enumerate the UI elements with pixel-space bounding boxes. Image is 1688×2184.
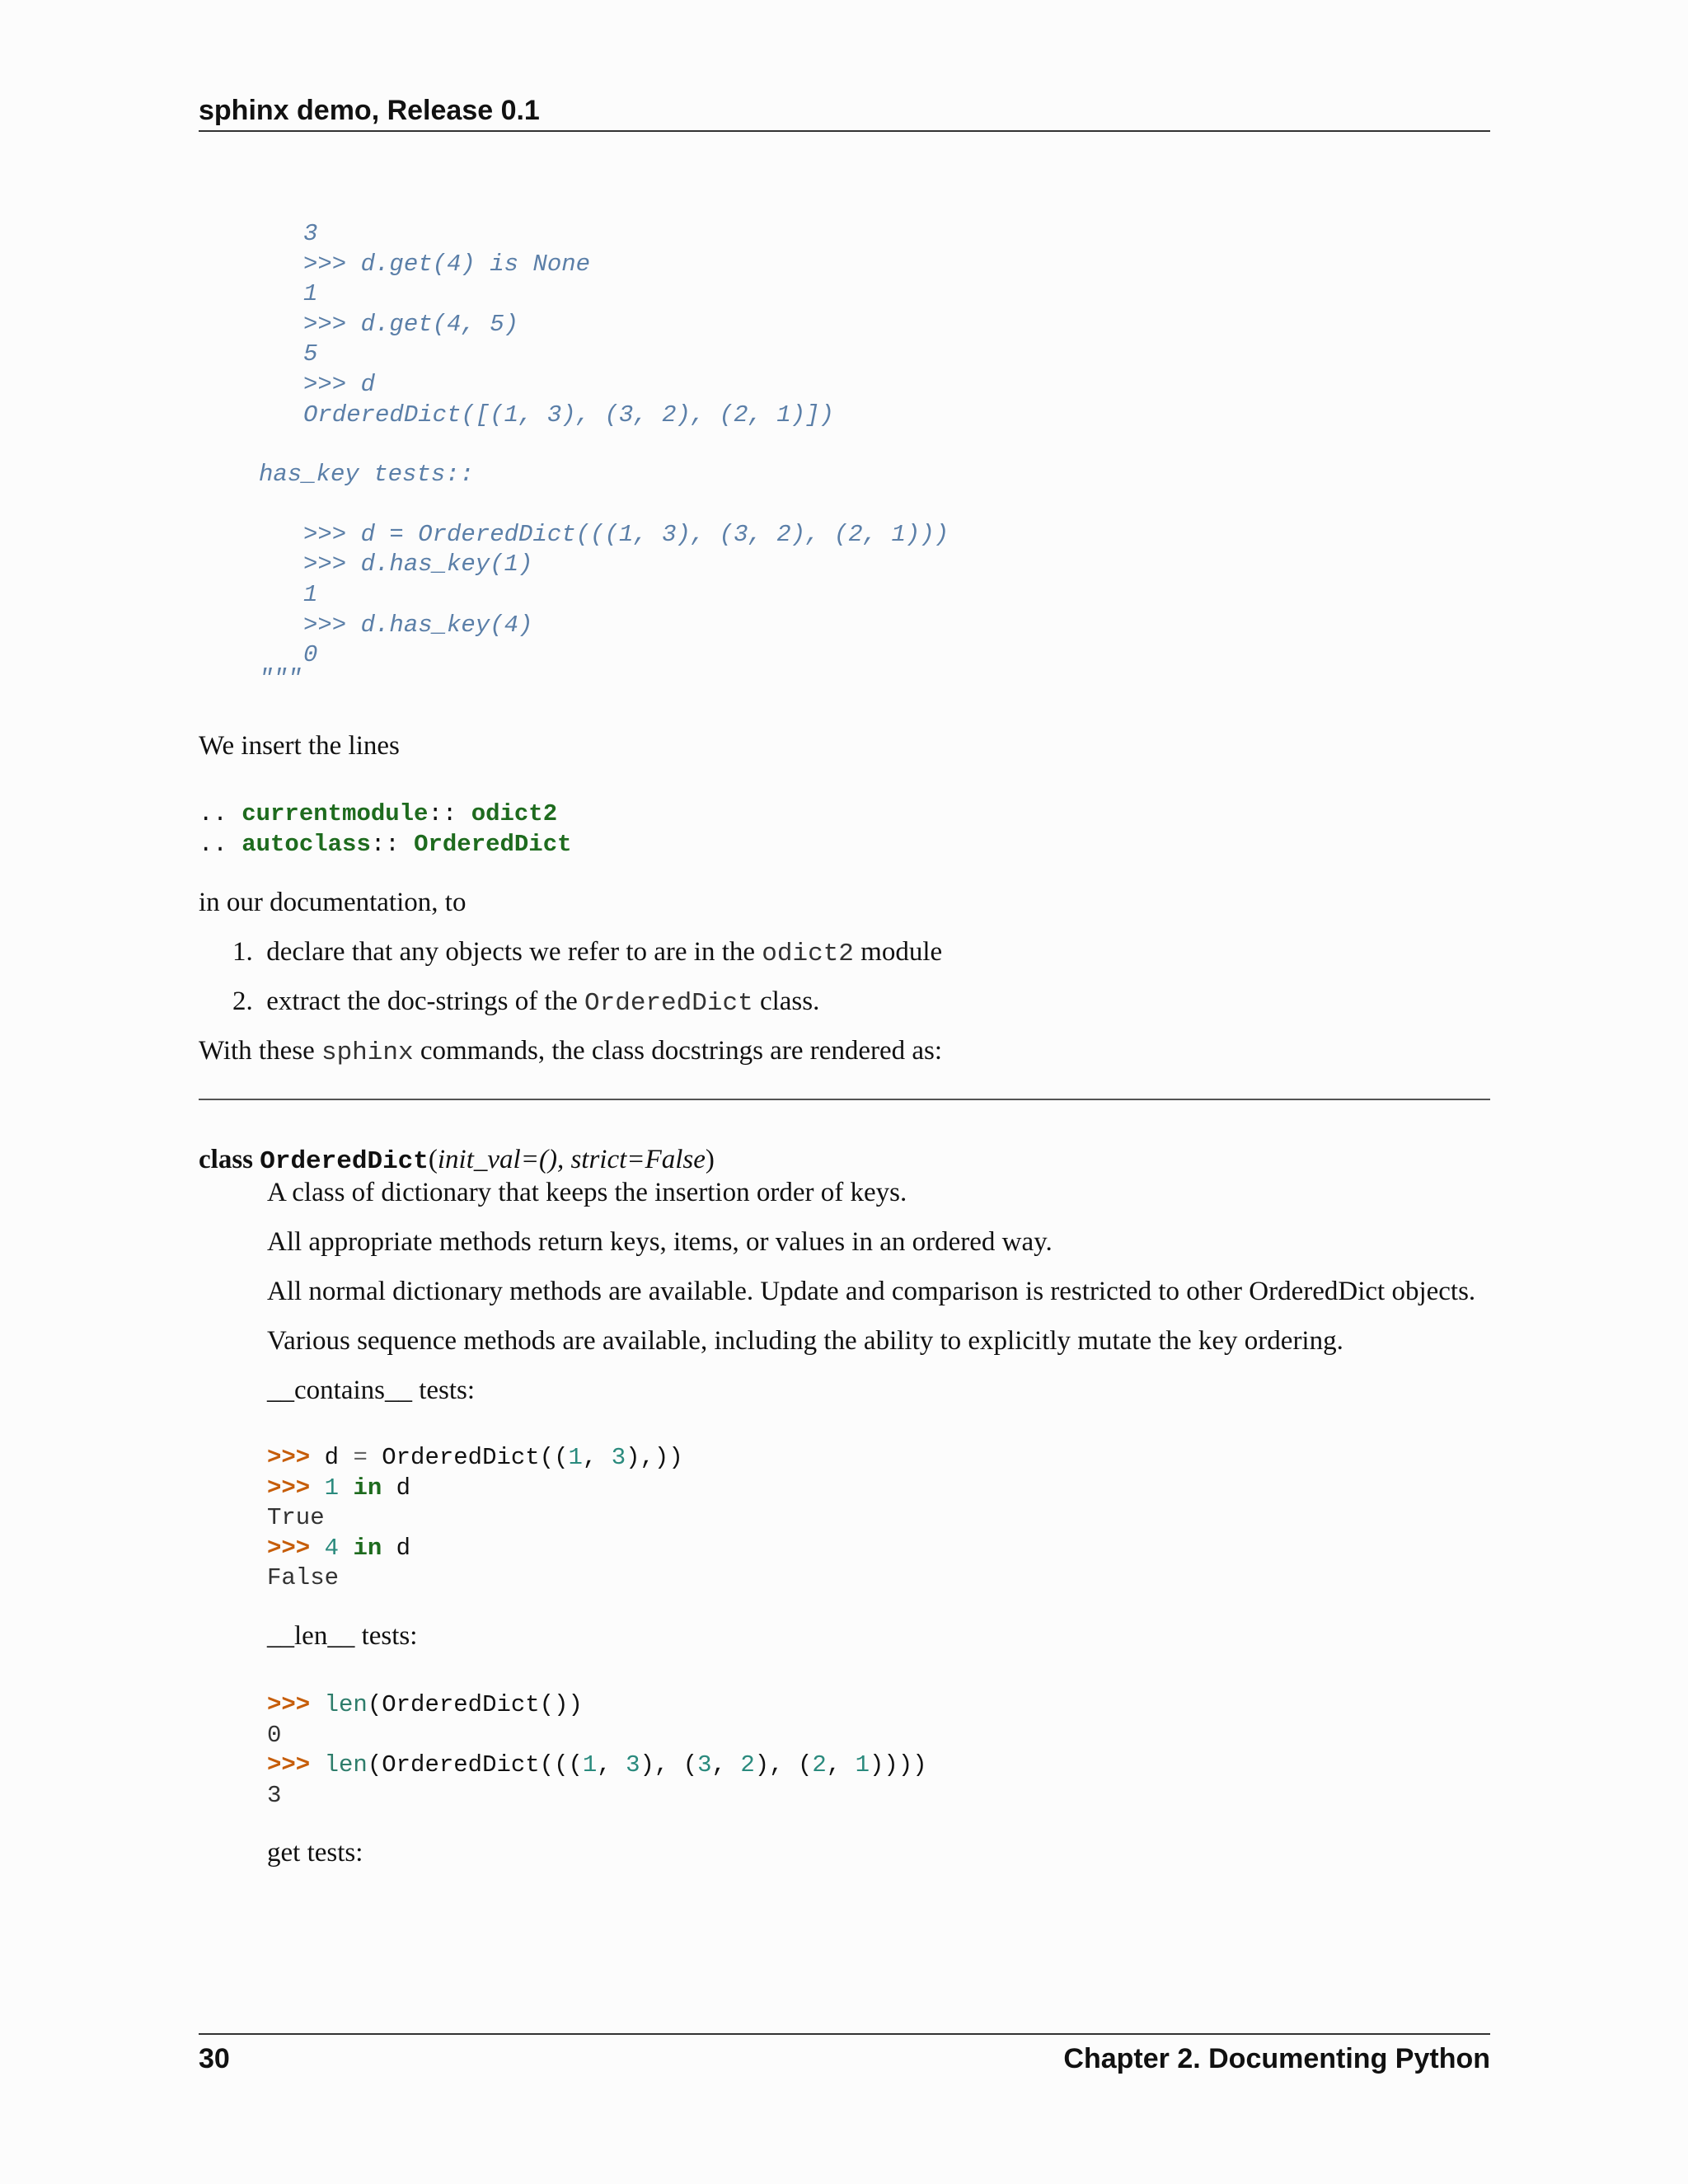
class-description	[267, 1174, 1475, 1408]
page-header	[199, 92, 1490, 132]
code-line: 3	[303, 220, 318, 247]
rst-argument: OrderedDict	[414, 830, 572, 858]
code-line: OrderedDict([(1, 3), (3, 2), (2, 1)])	[303, 401, 834, 429]
code-line: >>> d.has_key(4)	[303, 611, 533, 639]
docstring-code-block	[259, 219, 949, 694]
class-params: init_val=(), strict=False	[437, 1145, 706, 1174]
header-title: sphinx demo, Release 0.1	[199, 95, 540, 126]
inline-code: OrderedDict	[584, 989, 753, 1018]
list-item: 1. declare that any objects we refer to are in the odict2 module	[232, 937, 943, 968]
code-line: 0	[303, 641, 318, 669]
chapter-title: Chapter 2. Documenting Python	[1063, 2043, 1490, 2074]
page-footer	[199, 2033, 1490, 2074]
inline-code: odict2	[762, 940, 854, 968]
closing-quotes: """	[259, 664, 302, 692]
code-line: 1	[303, 280, 318, 308]
desc-paragraph: All appropriate methods return keys, items, or values in an ordered way.	[267, 1227, 1053, 1257]
contains-code-block: >>> d = OrderedDict((1, 3),)) >>> 1 in d True >>> 4 in d False	[267, 1444, 683, 1592]
code-line: >>> d.get(4, 5)	[303, 310, 519, 338]
page-number: 30	[199, 2043, 230, 2074]
code-line: 1	[303, 580, 318, 608]
para-insert: We insert the lines	[199, 731, 400, 761]
para-with: With these sphinx commands, the class docstrings are rendered as:	[199, 1036, 943, 1067]
rst-directive: autoclass	[241, 830, 371, 858]
list-item: 2. extract the doc-strings of the OrderedDict class.	[232, 987, 820, 1018]
desc-paragraph: All normal dictionary methods are available. Update and comparison is restricted to other OrderedDict objects.	[267, 1277, 1476, 1306]
desc-paragraph: Various sequence methods are available, including the ability to explicitly mutate the key ordering.	[267, 1326, 1343, 1356]
horizontal-rule	[199, 1099, 1490, 1100]
code-line: >>> d.has_key(1)	[303, 551, 533, 579]
docstring-lines-a	[303, 219, 949, 430]
rst-directive: currentmodule	[241, 800, 429, 827]
rst-code-block: .. currentmodule:: odict2 .. autoclass:: OrderedDict	[199, 800, 572, 858]
class-name: OrderedDict	[260, 1147, 429, 1176]
len-heading: __len__ tests:	[267, 1621, 418, 1651]
get-heading: get tests:	[267, 1838, 363, 1868]
docstring-lines-b	[303, 520, 949, 671]
code-line: >>> d.get(4) is None	[303, 250, 591, 278]
para-in-doc: in our documentation, to	[199, 888, 467, 917]
code-line: >>> d = OrderedDict(((1, 3), (3, 2), (2, 1)))	[303, 520, 950, 548]
has-key-heading: has_key tests::	[259, 461, 475, 489]
len-code-block: >>> len(OrderedDict()) 0 >>> len(OrderedDict(((1, 3), (3, 2), (2, 1)))) 3	[267, 1691, 927, 1809]
class-signature: class OrderedDict(init_val=(), strict=False)	[199, 1145, 715, 1176]
contains-heading: __contains__ tests:	[267, 1376, 476, 1405]
inline-code: sphinx	[321, 1038, 414, 1067]
rst-argument: odict2	[471, 800, 558, 827]
desc-paragraph: A class of dictionary that keeps the insertion order of keys.	[267, 1178, 907, 1207]
code-line: >>> d	[303, 370, 376, 398]
code-line: 5	[303, 340, 318, 368]
